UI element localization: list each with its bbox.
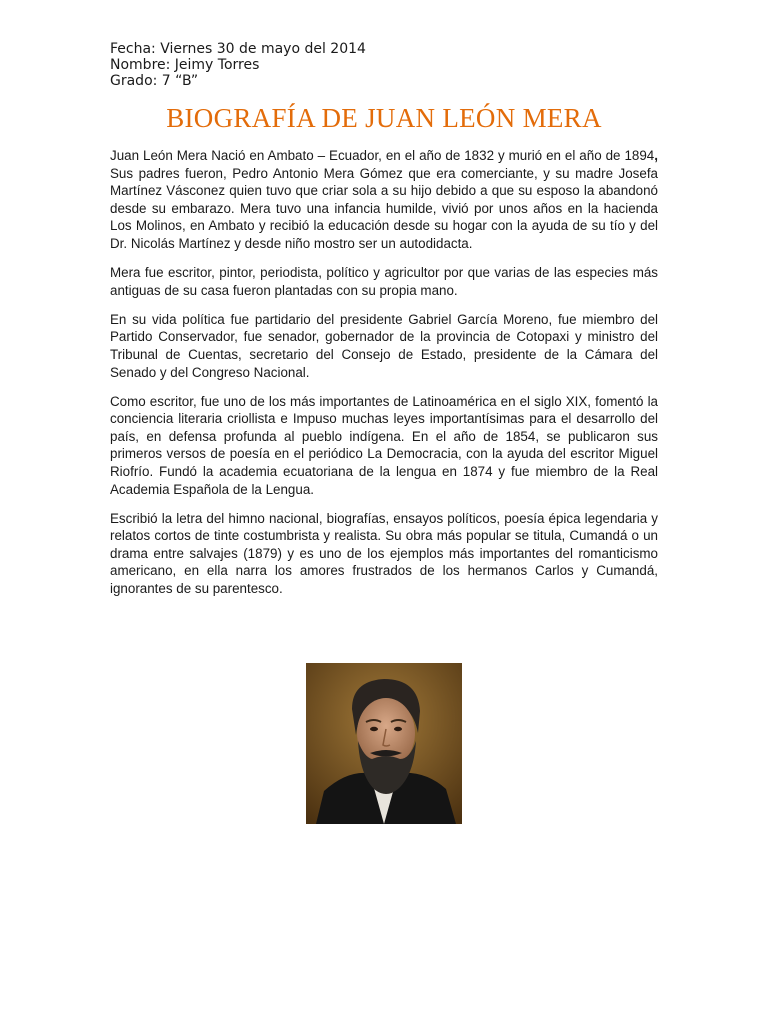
- grade-line: Grado: 7 “B”: [110, 73, 199, 89]
- paragraph-birth-comma: ,: [654, 148, 658, 163]
- paragraph-politics: En su vida política fue partidario del presidente Gabriel García Moreno, fue miembro del Partido Conservador, fue senador, gobernador de la provincia de Cotopaxi y ministro del Tribunal de Cuentas, secretario del Consejo de Estado, presidente de la Cámara del Senado y del Congreso Nacional.: [110, 311, 658, 380]
- biography-body: [110, 147, 658, 609]
- left-eye-shape: [370, 727, 378, 731]
- portrait-illustration: [306, 663, 462, 824]
- paragraph-birth-part-b: Sus padres fueron, Pedro Antonio Mera Gómez que era comerciante, y su madre Josefa Martínez Vásconez quien tuvo que criar sola a su hijo debido a que su esposo la abandonó desde su embarazo. Mera tuvo una infancia humilde, vivió por unos años en la hacienda Los Molinos, en Ambato y recibió la educación desde su hogar con la ayuda de su tío y del Dr. Nicolás Martínez y desde niño mostro ser un autodidacta.: [110, 165, 658, 251]
- paragraph-writer: Como escritor, fue uno de los más importantes de Latinoamérica en el siglo XIX, fomentó la conciencia literaria criollista e Impuso muchas leyes importantísimas para el desarrollo del país, en defensa profunda al pueblo indígena. En el año de 1854, se publicaron sus primeros versos de poesía en el periódico La Democracia, con la ayuda del escritor Miguel Riofrío. Fundó la academia ecuatoriana de la lengua en 1874 y fue miembro de la Real Academia Española de la Lengua.: [110, 393, 658, 497]
- portrait-image: [306, 663, 462, 824]
- date-line: Fecha: Viernes 30 de mayo del 2014: [110, 41, 366, 57]
- paragraph-birth: [110, 147, 658, 253]
- document-header: [110, 41, 366, 89]
- document-title: BIOGRAFÍA DE JUAN LEÓN MERA: [166, 103, 602, 133]
- paragraph-occupations: Mera fue escritor, pintor, periodista, político y agricultor por que varias de las especies más antiguas de su casa fueron plantadas con su propia mano.: [110, 265, 658, 298]
- right-eye-shape: [394, 727, 402, 731]
- paragraph-works: Escribió la letra del himno nacional, biografías, ensayos políticos, poesía épica legendaria y relatos cortos de tinte costumbrista y realista. Su obra más popular se titula, Cumandá o un drama entre salvajes (1879) y es uno de los ejemplos más importantes del romanticismo americano, en ella narra los amores frustrados de los hermanos Carlos y Cumandá, ignorantes de su parentesco.: [110, 510, 658, 597]
- name-line: Nombre: Jeimy Torres: [110, 57, 260, 73]
- paragraph-birth-part-a: Juan León Mera Nació en Ambato – Ecuador, en el año de 1832 y murió en el año de 1894: [110, 148, 655, 163]
